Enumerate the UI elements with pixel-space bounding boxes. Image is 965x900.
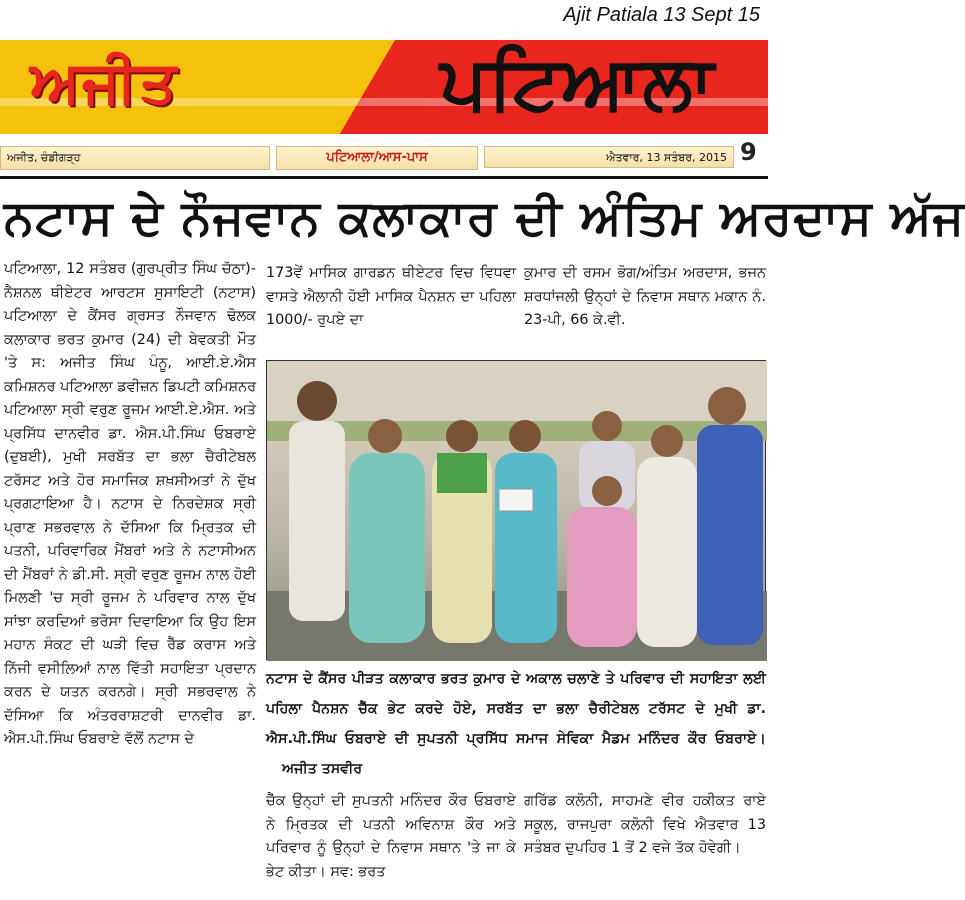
page-number: 9 (740, 138, 757, 166)
article-column-2: 173ਵੇਂ ਮਾਸਿਕ ਗਾਰਡਨ ਥੀਏਟਰ ਵਿਚ ਵਿਧਵਾ ਵਾਸਤੇ ਐਲਾਨੀ ਹੋਈ ਮਾਸਿਕ ਪੈਨਸ਼ਨ ਦਾ ਪਹਿਲਾ 1000/- ਰੁਪਏ ਦਾ (266, 265, 516, 328)
masthead-patiala-title: ਪਟਿਆਲਾ (440, 40, 715, 126)
masthead-ajit-logo: ਅਜੀਤ (30, 48, 179, 116)
cheque (499, 489, 533, 511)
article-column-5: ਗਰਿੱਡ ਕਲੋਨੀ, ਸਾਹਮਣੇ ਵੀਰ ਹਕੀਕਤ ਰਾਏ ਸਕੂਲ, ਰਾਜਪੁਰਾ ਕਲੋਨੀ ਵਿਖੇ ਐਤਵਾਰ 13 ਸਤੰਬਰ ਦੁਪਹਿਰ 1 ਤੋਂ 2 ਵਜੇ ਤੱਕ ਹੋਵੇਗੀ। (524, 793, 766, 856)
photo-credit: ਅਜੀਤ ਤਸਵੀਰ (282, 761, 363, 777)
news-photo (266, 360, 766, 660)
article-column-1: ਪਟਿਆਲਾ, 12 ਸਤੰਬਰ (ਗੁਰਪ੍ਰੀਤ ਸਿੰਘ ਚੱਠਾ)-ਨੈਸ਼ਨਲ ਥੀਏਟਰ ਆਰਟਸ ਸੁਸਾਇਟੀ (ਨਟਾਸ) ਪਟਿਆਲਾ ਦੇ ਕੈਂਸਰ ਗ੍ਰਸਤ ਨੌਜਵਾਨ ਢੋਲਕ ਕਲਾਕਾਰ ਭਰਤ ਕੁਮਾਰ (24) ਦੀ ਬੇਵਕਤੀ ਮੌਤ 'ਤੇ ਸ: ਅਜੀਤ ਸਿੰਘ ਪੰਨੂ, ਆਈ.ਏ.ਐਸ ਕਮਿਸ਼ਨਰ ਪਟਿਆਲਾ ਡਵੀਜ਼ਨ ਡਿਪਟੀ ਕਮਿਸ਼ਨਰ ਪਟਿਆਲਾ ਸ੍ਰੀ ਵਰੁਣ ਰੂਜਮ ਆਈ.ਏ.ਐਸ. ਅਤੇ ਪ੍ਰਸਿੱਧ ਦਾਨਵੀਰ ਡਾ. ਐਸ.ਪੀ.ਸਿੰਘ ਓਬਰਾਏ (ਦੁਬਈ), ਮੁਖੀ ਸਰਬੱਤ ਦਾ ਭਲਾ ਚੈਰੀਟੇਬਲ ਟਰੱਸਟ ਅਤੇ ਹੋਰ ਸਮਾਜਿਕ ਸ਼ਖ਼ਸੀਅਤਾਂ ਨੇ ਦੁੱਖ ਪ੍ਰਗਟਾਇਆ ਹੈ। ਨਟਾਸ ਦੇ ਨਿਰਦੇਸ਼ਕ ਸ੍ਰੀ ਪ੍ਰਾਣ ਸਭਰਵਾਲ ਨੇ ਦੱਸਿਆ ਕਿ ਮ੍ਰਿਤਕ ਦੀ ਪਤਨੀ, ਪਰਿਵਾਰਿਕ ਮੈਂਬਰਾਂ ਅਤੇ ਨੇ ਨਟਾਸੀਅਨ ਦੀ ਮੈਂਬਰਾਂ ਨੇ ਡੀ.ਸੀ. ਸ੍ਰੀ ਵਰੁਣ ਰੂਜਮ ਨਾਲ ਹੋਈ ਮਿਲਣੀ 'ਚ ਸ੍ਰੀ ਰੂਜਮ ਨੇ ਪਰਿਵਾਰ ਨਾਲ ਦੁੱਖ ਸਾਂਝਾ ਕਰਦਿਆਂ ਭਰੋਸਾ ਦਿਵਾਇਆ ਕਿ ਉਹ ਇਸ ਮਹਾਨ ਸੰਕਟ ਦੀ ਘੜੀ ਵਿਚ ਰੈੱਡ ਕਰਾਸ ਅਤੇ ਨਿੱਜੀ ਵਸੀਲਿਆਂ ਨਾਲ ਵਿੱਤੀ ਸਹਾਇਤਾ ਪ੍ਰਦਾਨ ਕਰਨ ਦੇ ਯਤਨ ਕਰਨਗੇ। ਸ੍ਰੀ ਸਭਰਵਾਲ ਨੇ ਦੱਸਿਆ ਕਿ ਅੰਤਰਰਾਸ਼ਟਰੀ ਦਾਨਵੀਰ ਡਾ. ਐਸ.ਪੀ.ਸਿੰਘ ਓਬਰਾਏ ਵੱਲੋਂ ਨਟਾਸ ਦੇ (4, 261, 256, 747)
person-7 (637, 425, 697, 647)
photo-illustration (267, 361, 767, 661)
strip-section-title: ਪਟਿਆਲਾ/ਆਸ-ਪਾਸ (276, 146, 478, 170)
article-column-4: ਚੈੱਕ ਉਨ੍ਹਾਂ ਦੀ ਸੁਪਤਨੀ ਮਨਿੰਦਰ ਕੌਰ ਓਬਰਾਏ ਨੇ ਮ੍ਰਿਤਕ ਦੀ ਪਤਨੀ ਅਵਿਨਾਸ਼ ਕੌਰ ਅਤੇ ਪਰਿਵਾਰ ਨੂੰ ਉਨ੍ਹਾਂ ਦੇ ਨਿਵਾਸ ਸਥਾਨ 'ਤੇ ਜਾ ਕੇ ਭੇਟ ਕੀਤਾ। ਸਵ: ਭਰਤ (266, 793, 516, 880)
person-4 (495, 420, 557, 643)
person-2 (349, 419, 425, 643)
clipping-credit: Ajit Patiala 13 Sept 15 (563, 4, 760, 26)
article-column-3: ਕੁਮਾਰ ਦੀ ਰਸਮ ਭੋਗ/ਅੰਤਿਮ ਅਰਦਾਸ, ਭਜਨ ਸ਼ਰਧਾਂਜਲੀ ਉਨ੍ਹਾਂ ਦੇ ਨਿਵਾਸ ਸਥਾਨ ਮਕਾਨ ਨੰ. 23-ਪੀ, 66 ਕੇ.ਵੀ. (524, 265, 766, 328)
strip-date: ਐਤਵਾਰ, 13 ਸਤੰਬਰ, 2015 (484, 146, 734, 168)
divider (0, 176, 768, 179)
photo-caption: ਨਟਾਸ ਦੇ ਕੈਂਸਰ ਪੀੜਤ ਕਲਾਕਾਰ ਭਰਤ ਕੁਮਾਰ ਦੇ ਅਕਾਲ ਚਲਾਣੇ ਤੇ ਪਰਿਵਾਰ ਦੀ ਸਹਾਇਤਾ ਲਈ ਪਹਿਲਾ ਪੈਨਸ਼ਨ ਚੈੱਕ ਭੇਟ ਕਰਦੇ ਹੋਏ, ਸਰਬੱਤ ਦਾ ਭਲਾ ਚੈਰੀਟੇਬਲ ਟਰੱਸਟ ਦੇ ਮੁਖੀ ਡਾ. ਐਸ.ਪੀ.ਸਿੰਘ ਓਬਰਾਏ ਦੀ ਸੁਪਤਨੀ ਪ੍ਰਸਿੱਧ ਸਮਾਜ ਸੇਵਿਕਾ ਮੈਡਮ ਮਨਿੰਦਰ ਕੌਰ ਓਬਰਾਏ।ਅਜੀਤ ਤਸਵੀਰ (266, 671, 766, 777)
strip-left: ਅਜੀਤ, ਚੰਡੀਗੜ੍ਹ (0, 146, 270, 170)
headline: ਨਟਾਸ ਦੇ ਨੌਜਵਾਨ ਕਲਾਕਾਰ ਦੀ ਅੰਤਿਮ ਅਰਦਾਸ ਅੱਜ (4, 190, 965, 246)
person-3 (432, 420, 492, 643)
